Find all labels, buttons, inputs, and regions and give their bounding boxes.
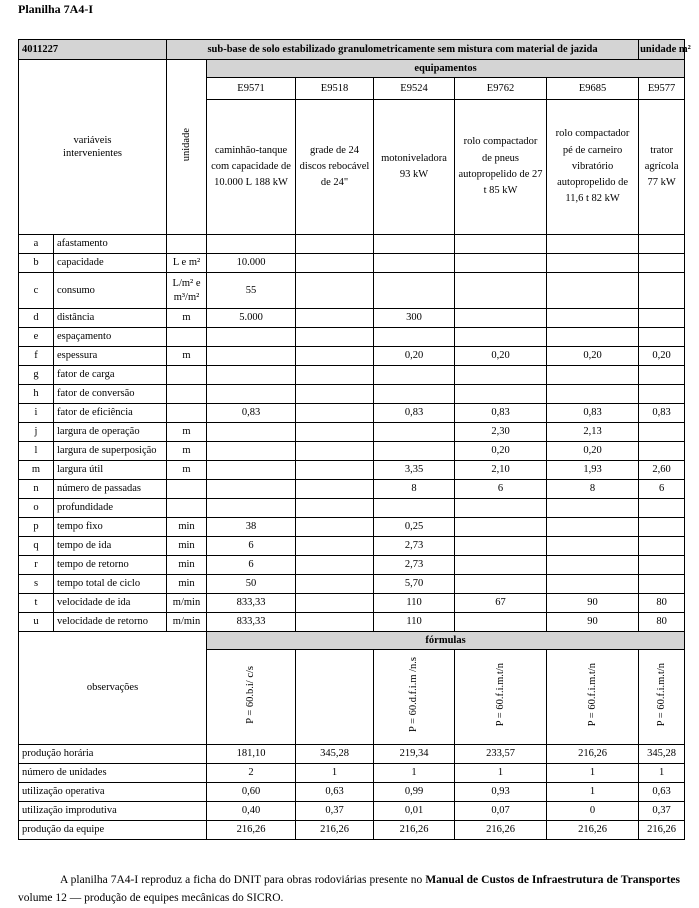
variable-row — [19, 442, 685, 461]
variable-value: 2,60 — [639, 461, 685, 480]
variable-value — [639, 328, 685, 347]
equipment-description: rolo compactador pé de carneiro vibratório autopropelido de 11,6 t 82 kW — [547, 100, 639, 235]
variable-value — [374, 254, 455, 273]
variable-key: s — [19, 575, 54, 594]
variable-unit: m — [167, 461, 207, 480]
variable-name: espaçamento — [54, 328, 167, 347]
variable-name: fator de conversão — [54, 385, 167, 404]
variable-key: l — [19, 442, 54, 461]
variable-value — [296, 461, 374, 480]
equipment-description: trator agrícola 77 kW — [639, 100, 685, 235]
variable-row — [19, 385, 685, 404]
variable-value: 0,83 — [639, 404, 685, 423]
equipment-code: E9524 — [374, 78, 455, 100]
summary-value: 1 — [455, 764, 547, 783]
variable-value — [374, 328, 455, 347]
variable-value — [296, 404, 374, 423]
variable-unit — [167, 404, 207, 423]
variable-value — [547, 328, 639, 347]
variable-value: 90 — [547, 594, 639, 613]
unit-column-header: unidade — [167, 60, 207, 235]
variable-value: 6 — [207, 537, 296, 556]
equipment-description: motoniveladora 93 kW — [374, 100, 455, 235]
variable-value — [639, 499, 685, 518]
summary-value: 181,10 — [207, 745, 296, 764]
variable-value — [207, 480, 296, 499]
variable-value — [639, 556, 685, 575]
footer-text-2: volume 12 — produção de equipes mecânicas do SICRO. — [18, 892, 284, 905]
variable-value — [296, 499, 374, 518]
variable-value — [207, 385, 296, 404]
summary-value: 0,99 — [374, 783, 455, 802]
variable-name: afastamento — [54, 235, 167, 254]
variable-value: 0,83 — [374, 404, 455, 423]
variable-value — [455, 328, 547, 347]
equipment-description: rolo compactador de pneus autopropelido de 27 t 85 kW — [455, 100, 547, 235]
variable-value: 0,20 — [547, 442, 639, 461]
variable-value — [455, 309, 547, 328]
variable-value: 10.000 — [207, 254, 296, 273]
variable-key: u — [19, 613, 54, 632]
variable-key: q — [19, 537, 54, 556]
variable-value: 6 — [455, 480, 547, 499]
variable-value — [547, 254, 639, 273]
variable-name: velocidade de ida — [54, 594, 167, 613]
variable-value — [639, 254, 685, 273]
variable-value — [374, 235, 455, 254]
footer-note — [18, 871, 680, 908]
variable-value — [455, 273, 547, 309]
summary-value: 216,26 — [296, 821, 374, 840]
variable-unit — [167, 480, 207, 499]
variable-unit — [167, 499, 207, 518]
variable-value — [547, 499, 639, 518]
equipment-header: equipamentos — [207, 60, 685, 78]
variable-value — [547, 537, 639, 556]
variable-row — [19, 273, 685, 309]
variable-unit — [167, 385, 207, 404]
variable-value — [639, 423, 685, 442]
variable-unit: m — [167, 442, 207, 461]
formula-cell — [455, 650, 547, 745]
variable-value — [455, 518, 547, 537]
equipment-description: grade de 24 discos rebocável de 24" — [296, 100, 374, 235]
variable-name: tempo de retorno — [54, 556, 167, 575]
formula-text: P = 60.b.i/ c/s — [245, 666, 257, 724]
variable-unit — [167, 366, 207, 385]
variable-value — [207, 235, 296, 254]
variable-name: distância — [54, 309, 167, 328]
variable-value — [639, 575, 685, 594]
variable-value — [455, 499, 547, 518]
variable-value — [296, 556, 374, 575]
variable-value — [374, 442, 455, 461]
summary-value: 216,26 — [639, 821, 685, 840]
summary-value: 0,40 — [207, 802, 296, 821]
summary-value: 1 — [296, 764, 374, 783]
variable-value: 5.000 — [207, 309, 296, 328]
variable-value: 2,73 — [374, 556, 455, 575]
variable-value: 833,33 — [207, 613, 296, 632]
variable-key: n — [19, 480, 54, 499]
observations-label: observações — [19, 632, 207, 745]
variable-row — [19, 309, 685, 328]
formula-cell — [207, 650, 296, 745]
variable-value — [455, 254, 547, 273]
summary-value: 0,01 — [374, 802, 455, 821]
variable-value: 110 — [374, 594, 455, 613]
variable-value — [639, 366, 685, 385]
variable-value — [639, 309, 685, 328]
variable-value — [296, 613, 374, 632]
variable-name: fator de eficiência — [54, 404, 167, 423]
variable-value: 3,35 — [374, 461, 455, 480]
formula-text: P = 60.d.f.i.m /n.s — [408, 657, 420, 733]
summary-value: 0,63 — [639, 783, 685, 802]
variable-value — [639, 537, 685, 556]
variable-value — [296, 423, 374, 442]
variable-value: 0,20 — [639, 347, 685, 366]
formula-text: P = 60.f.i.m.t/n — [494, 663, 506, 727]
variable-value — [296, 235, 374, 254]
variable-value — [207, 461, 296, 480]
variable-value — [296, 273, 374, 309]
variable-unit: m/min — [167, 594, 207, 613]
footer-manual-title: Manual de Custos de Infraestrutura de Transportes — [425, 874, 681, 886]
variable-name: tempo fixo — [54, 518, 167, 537]
variable-name: número de passadas — [54, 480, 167, 499]
variable-key: r — [19, 556, 54, 575]
variable-name: velocidade de retorno — [54, 613, 167, 632]
summary-value: 1 — [374, 764, 455, 783]
variable-value: 80 — [639, 594, 685, 613]
variable-value — [547, 366, 639, 385]
variable-value — [374, 423, 455, 442]
variable-value — [455, 537, 547, 556]
variable-value — [296, 594, 374, 613]
variable-value: 0,83 — [207, 404, 296, 423]
variable-value — [296, 328, 374, 347]
formula-cell — [639, 650, 685, 745]
variable-unit: min — [167, 556, 207, 575]
summary-value: 0,37 — [296, 802, 374, 821]
variable-unit: m — [167, 309, 207, 328]
variable-value — [296, 347, 374, 366]
variable-name: tempo total de ciclo — [54, 575, 167, 594]
summary-value: 0 — [547, 802, 639, 821]
summary-value: 1 — [547, 764, 639, 783]
summary-row — [19, 783, 685, 802]
variable-value: 833,33 — [207, 594, 296, 613]
variable-value — [296, 254, 374, 273]
variable-unit — [167, 328, 207, 347]
formula-cell — [547, 650, 639, 745]
variable-value: 6 — [639, 480, 685, 499]
variable-value: 6 — [207, 556, 296, 575]
variable-row — [19, 575, 685, 594]
variable-value — [639, 235, 685, 254]
summary-value: 0,60 — [207, 783, 296, 802]
variable-key: m — [19, 461, 54, 480]
variable-value — [296, 518, 374, 537]
variable-row — [19, 235, 685, 254]
variable-value — [547, 273, 639, 309]
variable-value — [207, 499, 296, 518]
summary-value: 0,93 — [455, 783, 547, 802]
variable-value — [547, 309, 639, 328]
variable-value: 0,20 — [455, 347, 547, 366]
formula-text: P = 60.f.i.m.t/n — [586, 663, 598, 727]
variable-name: capacidade — [54, 254, 167, 273]
variable-unit: m — [167, 347, 207, 366]
equipment-code: E9577 — [639, 78, 685, 100]
variable-name: tempo de ida — [54, 537, 167, 556]
variable-key: h — [19, 385, 54, 404]
variable-value — [639, 385, 685, 404]
variable-value — [455, 575, 547, 594]
equipment-code: E9571 — [207, 78, 296, 100]
variable-value: 0,20 — [547, 347, 639, 366]
summary-label: utilização operativa — [19, 783, 207, 802]
formulas-header: fórmulas — [207, 632, 685, 650]
variable-value — [296, 385, 374, 404]
variable-name: largura útil — [54, 461, 167, 480]
summary-row — [19, 802, 685, 821]
variable-value: 110 — [374, 613, 455, 632]
variable-key: a — [19, 235, 54, 254]
variable-value: 55 — [207, 273, 296, 309]
variable-key: o — [19, 499, 54, 518]
variable-row — [19, 254, 685, 273]
variable-value — [207, 442, 296, 461]
variable-unit — [167, 235, 207, 254]
variable-value — [374, 385, 455, 404]
footer-text-1: A planilha 7A4-I reproduz a ficha do DNIT para obras rodoviárias presente no — [60, 874, 426, 886]
variable-value: 2,30 — [455, 423, 547, 442]
variable-value — [547, 385, 639, 404]
variable-value — [639, 518, 685, 537]
variable-value — [639, 442, 685, 461]
variable-value — [547, 235, 639, 254]
variable-key: c — [19, 273, 54, 309]
variable-key: f — [19, 347, 54, 366]
summary-value: 219,34 — [374, 745, 455, 764]
variable-value — [639, 273, 685, 309]
variable-row — [19, 556, 685, 575]
variable-value: 67 — [455, 594, 547, 613]
variable-row — [19, 461, 685, 480]
variable-value — [455, 613, 547, 632]
formulas-header-row — [19, 632, 685, 650]
variable-value: 5,70 — [374, 575, 455, 594]
variable-row — [19, 518, 685, 537]
variable-value — [207, 366, 296, 385]
summary-value: 0,07 — [455, 802, 547, 821]
variable-unit: m — [167, 423, 207, 442]
service-unit: unidade m² — [639, 40, 685, 60]
summary-value: 233,57 — [455, 745, 547, 764]
variable-value: 38 — [207, 518, 296, 537]
variable-unit: min — [167, 575, 207, 594]
variable-key: e — [19, 328, 54, 347]
variable-value — [296, 537, 374, 556]
variable-value — [455, 235, 547, 254]
variable-row — [19, 537, 685, 556]
variable-row — [19, 499, 685, 518]
summary-label: produção da equipe — [19, 821, 207, 840]
variable-value: 0,20 — [455, 442, 547, 461]
formula-cell — [374, 650, 455, 745]
summary-value: 0,63 — [296, 783, 374, 802]
summary-value: 345,28 — [296, 745, 374, 764]
variable-key: g — [19, 366, 54, 385]
variable-value: 8 — [374, 480, 455, 499]
variable-value — [296, 366, 374, 385]
variable-value — [547, 556, 639, 575]
variable-value — [296, 575, 374, 594]
variable-value — [207, 423, 296, 442]
variable-row — [19, 404, 685, 423]
variable-value: 2,13 — [547, 423, 639, 442]
variable-name: profundidade — [54, 499, 167, 518]
summary-label: número de unidades — [19, 764, 207, 783]
variable-value: 0,83 — [547, 404, 639, 423]
variable-value — [296, 442, 374, 461]
variable-row — [19, 594, 685, 613]
sheet-title: Planilha 7A4-I — [18, 2, 94, 16]
variable-value — [455, 366, 547, 385]
summary-value: 216,26 — [207, 821, 296, 840]
production-sheet-table — [18, 39, 691, 840]
variable-value: 1,93 — [547, 461, 639, 480]
variable-key: i — [19, 404, 54, 423]
variable-value: 50 — [207, 575, 296, 594]
summary-row — [19, 745, 685, 764]
equipment-code: E9518 — [296, 78, 374, 100]
variable-name: largura de superposição — [54, 442, 167, 461]
variable-value: 300 — [374, 309, 455, 328]
variable-name: largura de operação — [54, 423, 167, 442]
variable-unit: min — [167, 537, 207, 556]
formula-cell — [296, 650, 374, 745]
summary-value: 1 — [639, 764, 685, 783]
variable-unit: L/m² e m³/m² — [167, 273, 207, 309]
variable-value: 0,83 — [455, 404, 547, 423]
variable-value — [296, 480, 374, 499]
variable-value — [455, 385, 547, 404]
variable-key: j — [19, 423, 54, 442]
variable-value — [547, 575, 639, 594]
summary-value: 216,26 — [547, 745, 639, 764]
variable-row — [19, 328, 685, 347]
summary-label: produção horária — [19, 745, 207, 764]
variable-value: 2,73 — [374, 537, 455, 556]
summary-value: 216,26 — [374, 821, 455, 840]
variable-row — [19, 613, 685, 632]
variable-value — [374, 366, 455, 385]
variable-value: 0,20 — [374, 347, 455, 366]
summary-label: utilização improdutiva — [19, 802, 207, 821]
variable-value — [207, 328, 296, 347]
variables-header: variáveis intervenientes — [19, 60, 167, 235]
equipment-description: caminhão-tanque com capacidade de 10.000 L 188 kW — [207, 100, 296, 235]
service-description: sub-base de solo estabilizado granulometricamente sem mistura com material de jazida — [167, 40, 639, 60]
variable-name: consumo — [54, 273, 167, 309]
variable-unit: min — [167, 518, 207, 537]
variable-row — [19, 480, 685, 499]
variable-name: espessura — [54, 347, 167, 366]
variable-row — [19, 347, 685, 366]
variable-key: p — [19, 518, 54, 537]
summary-value: 216,26 — [455, 821, 547, 840]
variable-name: fator de carga — [54, 366, 167, 385]
service-code: 4011227 — [19, 40, 167, 60]
variable-row — [19, 366, 685, 385]
variable-value — [207, 347, 296, 366]
variable-value — [374, 273, 455, 309]
variable-unit: m/min — [167, 613, 207, 632]
variable-value — [455, 556, 547, 575]
variable-value: 8 — [547, 480, 639, 499]
summary-value: 216,26 — [547, 821, 639, 840]
variable-unit: L e m² — [167, 254, 207, 273]
summary-row — [19, 764, 685, 783]
variable-value — [374, 499, 455, 518]
equipment-code: E9762 — [455, 78, 547, 100]
variable-value: 90 — [547, 613, 639, 632]
summary-value: 1 — [547, 783, 639, 802]
summary-value: 0,37 — [639, 802, 685, 821]
variable-value: 2,10 — [455, 461, 547, 480]
variable-key: t — [19, 594, 54, 613]
variable-key: b — [19, 254, 54, 273]
variable-value: 80 — [639, 613, 685, 632]
variable-value: 0,25 — [374, 518, 455, 537]
summary-value: 2 — [207, 764, 296, 783]
summary-value: 345,28 — [639, 745, 685, 764]
variable-value — [296, 309, 374, 328]
variable-row — [19, 423, 685, 442]
summary-row — [19, 821, 685, 840]
variable-value — [547, 518, 639, 537]
equipment-code: E9685 — [547, 78, 639, 100]
formula-text: P = 60.f.i.m.t/n — [656, 663, 668, 727]
variable-key: d — [19, 309, 54, 328]
